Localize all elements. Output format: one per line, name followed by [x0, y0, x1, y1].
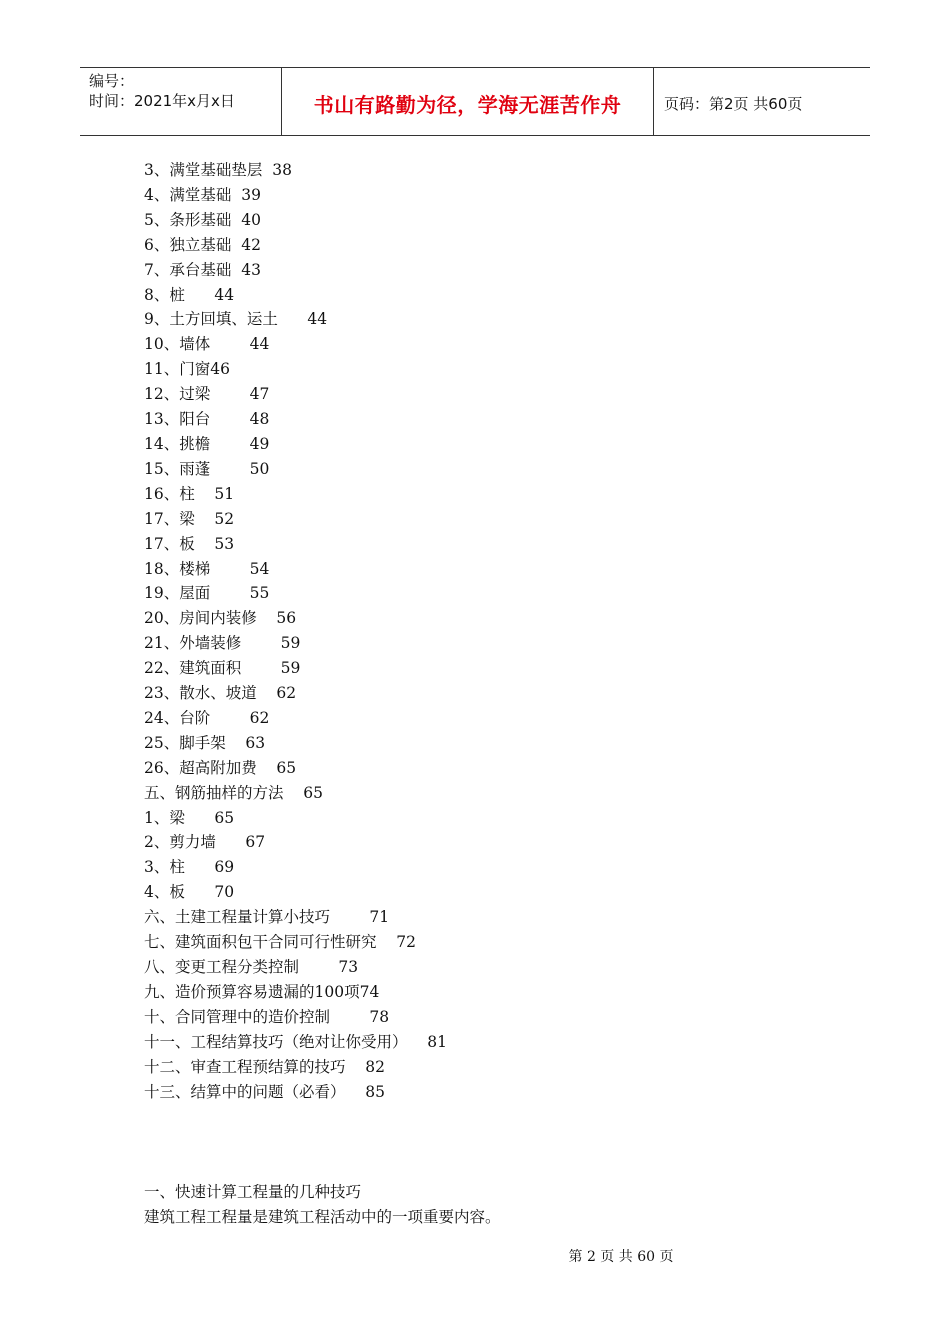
toc-item: 16、柱 51 — [144, 484, 235, 503]
toc-item: 20、房间内装修 56 — [144, 609, 297, 628]
toc-item: 18、楼梯 54 — [144, 559, 270, 578]
toc-item: 十一、工程结算技巧（绝对让你受用） 81 — [144, 1032, 447, 1051]
toc-item: 23、散水、坡道 62 — [144, 684, 297, 703]
toc-item: 15、雨蓬 50 — [144, 459, 270, 478]
toc-item: 8、桩 44 — [144, 285, 235, 304]
toc-item: 22、建筑面积 59 — [144, 659, 301, 678]
toc-item: 10、墙体 44 — [144, 335, 270, 354]
toc-item: 26、超高附加费 65 — [144, 758, 297, 777]
toc-item: 十二、审查工程预结算的技巧 82 — [144, 1057, 385, 1076]
toc-item: 1、梁 65 — [144, 808, 235, 827]
toc-item: 21、外墙装修 59 — [144, 634, 301, 653]
toc-item: 七、建筑面积包干合同可行性研究 72 — [144, 933, 416, 952]
toc-item: 9、土方回填、运土 44 — [144, 310, 328, 329]
toc-item: 19、屋面 55 — [144, 584, 270, 603]
header-motto: 书山有路勤为径，学海无涯苦作舟 — [281, 68, 654, 135]
page-footer: 第 2 页 共 60 页 — [568, 1249, 674, 1265]
toc-item: 17、板 53 — [144, 534, 235, 553]
toc-item: 十三、结算中的问题（必看） 85 — [144, 1082, 385, 1101]
toc-item: 6、独立基础 42 — [144, 235, 261, 254]
toc-item: 5、条形基础 40 — [144, 210, 261, 229]
body-section — [144, 1180, 501, 1230]
toc-item: 2、剪力墙 67 — [144, 833, 266, 852]
section-heading: 一、快速计算工程量的几种技巧 — [144, 1183, 362, 1201]
toc-item: 4、满堂基础 39 — [144, 185, 261, 204]
toc-item: 14、挑檐 49 — [144, 434, 270, 453]
toc-item: 六、土建工程量计算小技巧 71 — [144, 908, 390, 927]
header-page-info: 页码：第2页 共60页 — [664, 95, 803, 113]
page-header — [80, 67, 870, 136]
toc-item: 3、柱 69 — [144, 858, 235, 877]
toc-item: 八、变更工程分类控制 73 — [144, 958, 359, 976]
toc-item: 十、合同管理中的造价控制 78 — [144, 1007, 390, 1026]
toc-item: 7、承台基础 43 — [144, 260, 261, 279]
toc-item: 13、阳台 48 — [144, 410, 270, 429]
number-label: 编号： — [89, 72, 135, 90]
toc-item: 五、钢筋抽样的方法 65 — [144, 783, 323, 802]
toc-item: 12、过梁 47 — [144, 385, 270, 404]
toc-item: 25、脚手架 63 — [144, 733, 266, 752]
toc-item: 九、造价预算容易遗漏的100项74 — [144, 982, 380, 1001]
toc-item: 17、梁 52 — [144, 509, 235, 528]
toc-item: 4、板 70 — [144, 883, 235, 902]
toc-item: 3、满堂基础垫层 38 — [144, 161, 292, 179]
header-meta — [80, 68, 281, 135]
toc-item: 11、门窗46 — [144, 360, 230, 379]
section-paragraph: 建筑工程工程量是建筑工程活动中的一项重要内容。 — [144, 1207, 501, 1226]
table-of-contents — [144, 158, 447, 1104]
date-label: 时间：2021年x月x日 — [89, 92, 235, 110]
toc-item: 24、台阶 62 — [144, 708, 270, 727]
